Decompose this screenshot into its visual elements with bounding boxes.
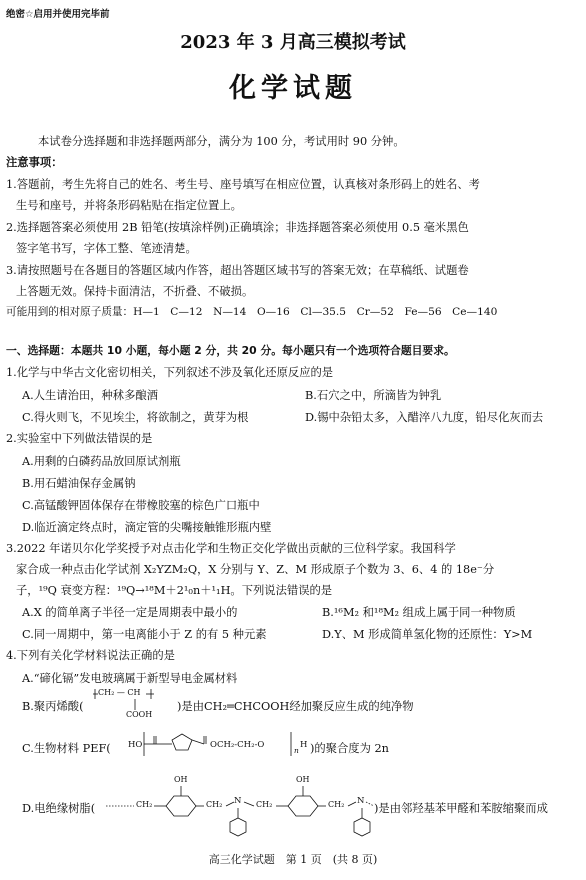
q2-option-d: D.临近滴定终点时，滴定管的尖嘴接触锥形瓶内壁 xyxy=(22,521,272,534)
q3-option-c: C.同一周期中，第一电离能小于 Z 的有 5 种元素 xyxy=(22,628,267,641)
q4-stem: 4.下列有关化学材料说法正确的是 xyxy=(6,649,175,662)
q3-option-a: A.X 的简单离子半径一定是周期表中最小的 xyxy=(22,606,238,619)
note-line: 1.答题前，考生先将自己的姓名、考生号、座号填写在相应位置，认真核对条形码上的姓名、考 xyxy=(6,178,480,191)
q3-line2: 家合成一种点击化学试剂 X₂YZM₂Q，X 分别与 Y、Z、M 形成原子个数为 3、6、4 的 18e⁻分 xyxy=(16,563,495,576)
note-line: 签字笔书写，字体工整、笔迹清楚。 xyxy=(16,242,197,255)
pef-subscript-n: n xyxy=(294,746,299,755)
pef-terminal-h: H xyxy=(300,740,308,750)
q1-option-d: D.锡中杂铅太多，入醋淬八九度，铅尽化灰而去 xyxy=(305,411,544,424)
q2-option-a: A.用剩的白磷药品放回原试剂瓶 xyxy=(22,455,181,468)
q1-option-b: B.石穴之中，所滴皆为钟乳 xyxy=(305,389,442,402)
nitrogen-label: N xyxy=(357,796,365,806)
pef-hydroxyl: HO xyxy=(128,740,143,750)
q3-option-b: B.¹⁶M₂ 和¹⁸M₂ 组成上属于同一种物质 xyxy=(322,606,516,619)
exam-title: 2023 年 3 月高三模拟考试 xyxy=(180,32,406,53)
q4-option-c-suffix: )的聚合度为 2n xyxy=(310,742,389,755)
note-line: 生号和座号，并将条形码粘贴在指定位置上。 xyxy=(16,199,242,212)
q1-stem: 1.化学与中华古文化密切相关，下列叙述不涉及氧化还原反应的是 xyxy=(6,366,334,379)
subject-title: 化学试题 xyxy=(229,73,357,104)
pef-structure xyxy=(126,728,310,764)
hydroxyl-label: OH xyxy=(174,775,188,784)
polyacrylic-acid-structure xyxy=(90,688,180,722)
note-line: 3.请按照题号在各题目的答题区域内作答，超出答题区域书写的答案无效；在草稿纸、试题卷 xyxy=(6,264,469,277)
q4-option-d-prefix: D.电绝缘树脂( xyxy=(22,802,96,815)
methylene-label: CH₂ xyxy=(328,800,345,809)
q2-option-c: C.高锰酸钾固体保存在带橡胶塞的棕色广口瓶中 xyxy=(22,499,260,512)
q4-option-b-prefix: B.聚丙烯酸( xyxy=(22,700,84,713)
methylene-label: CH₂ xyxy=(256,800,273,809)
structure-backbone: CH₂ — CH xyxy=(98,688,141,697)
page-footer: 高三化学试题 第 1 页 (共 8 页) xyxy=(208,853,378,866)
methylene-label: CH₂ xyxy=(206,800,223,809)
carboxyl-group: COOH xyxy=(126,710,153,719)
pef-ester-chain: OCH₂-CH₂-O xyxy=(210,740,265,750)
methylene-label: CH₂ xyxy=(136,800,153,809)
confidential-label: 绝密☆启用并使用完毕前 xyxy=(6,9,110,20)
intro-text: 本试卷分选择题和非选择题两部分，满分为 100 分，考试用时 90 分钟。 xyxy=(38,135,405,148)
q1-option-a: A.人生请治田，种秫多酿酒 xyxy=(22,389,159,402)
q3-option-d: D.Y、M 形成简单氢化物的还原性：Y>M xyxy=(322,628,533,641)
q2-stem: 2.实验室中下列做法错误的是 xyxy=(6,432,153,445)
q4-option-b-suffix: )是由CH₂═CHCOOH经加聚反应生成的纯净物 xyxy=(177,700,414,713)
q4-option-d-suffix: )是由邻羟基苯甲醛和苯胺缩聚而成 xyxy=(374,802,548,815)
q1-option-c: C.得火则飞，不见埃尘，将欲制之，黄芽为根 xyxy=(22,411,249,424)
notes-heading: 注意事项： xyxy=(6,156,63,169)
hydroxyl-label: OH xyxy=(296,775,310,784)
q3-line1: 3.2022 年诺贝尔化学奖授予对点击化学和生物正交化学做出贡献的三位科学家。我国科学 xyxy=(6,542,456,555)
note-line: 上答题无效。保持卡面清洁，不折叠、不破损。 xyxy=(16,285,254,298)
nitrogen-label: N xyxy=(234,796,242,806)
q3-line3: 子，¹⁹Q 衰变方程：¹⁹Q→¹⁸M＋2¹₀n＋¹₁H。下列说法错误的是 xyxy=(16,584,333,597)
note-line: 2.选择题答案必须使用 2B 铅笔(按填涂样例)正确填涂；非选择题答案必须使用 0.5 毫米黑色 xyxy=(6,221,469,234)
resin-structure xyxy=(104,772,374,842)
section-heading: 一、选择题：本题共 10 小题，每小题 2 分，共 20 分。每小题只有一个选项符合题目要求。 xyxy=(6,344,455,357)
atomic-masses: 可能用到的相对原子质量：H—1 C—12 N—14 O—16 Cl—35.5 Cr—52 Fe—56 Ce—140 xyxy=(6,306,498,318)
q4-option-c-prefix: C.生物材料 PEF( xyxy=(22,742,111,755)
q4-option-a: A.“碲化镉”发电玻璃属于新型导电金属材料 xyxy=(22,672,238,685)
q2-option-b: B.用石蜡油保存金属钠 xyxy=(22,477,136,490)
